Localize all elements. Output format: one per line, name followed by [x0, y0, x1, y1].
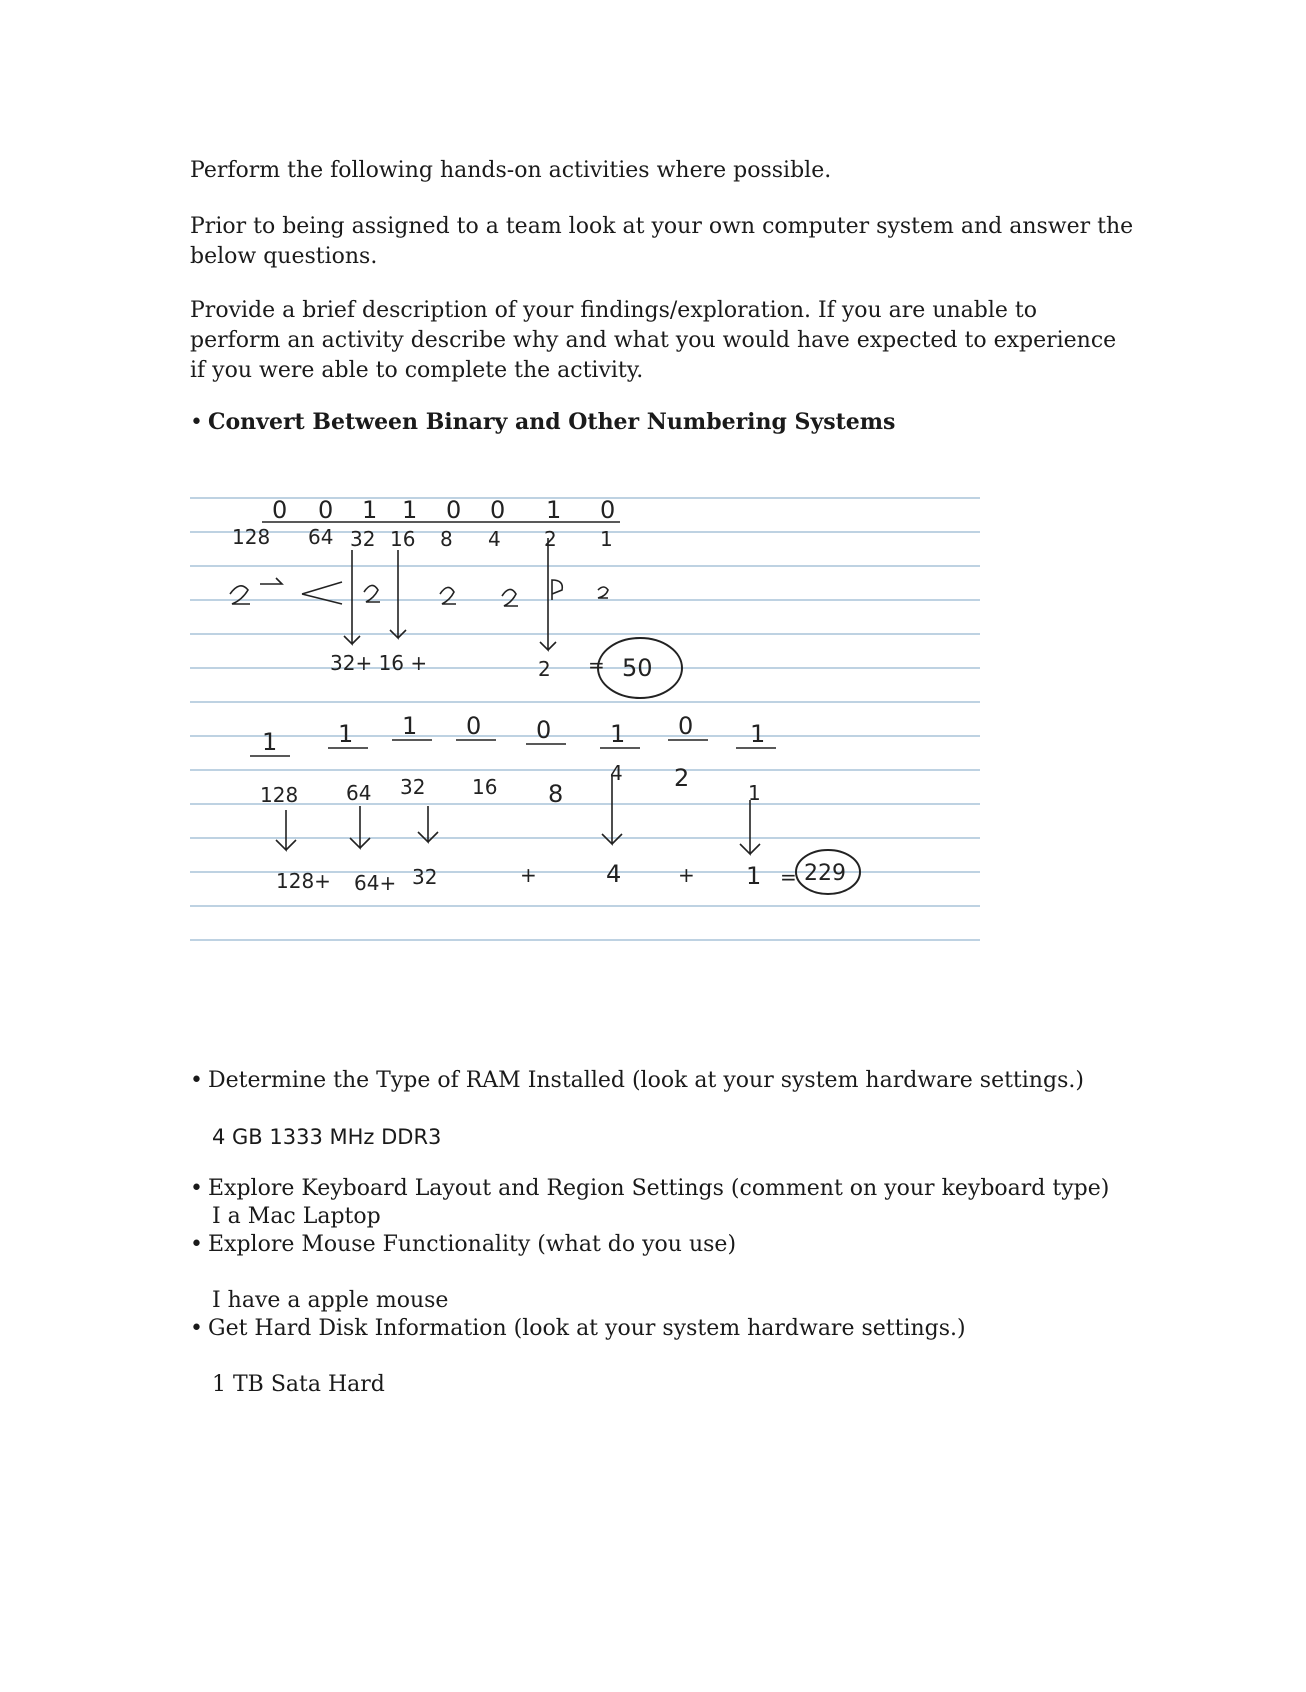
bullet-binary: [190, 407, 895, 438]
intro-line: Perform the following hands-on activities where possible.: [190, 158, 832, 183]
keyboard-answer: I a Mac Laptop: [212, 1204, 381, 1229]
row2-bits: [262, 712, 765, 756]
bit: 1: [402, 496, 418, 524]
row2-result: 229: [804, 861, 846, 886]
bullet-ram: [190, 1066, 1084, 1096]
bit: 0: [466, 712, 482, 740]
bit: 1: [610, 720, 626, 748]
binary-title: Convert Between Binary and Other Numbering Systems: [208, 409, 896, 435]
bit: 0: [446, 496, 462, 524]
row1-bits: [272, 496, 615, 524]
bit: 0: [272, 496, 288, 524]
sum-term: 1: [746, 862, 762, 890]
bit: 1: [262, 728, 278, 756]
place-value: 4: [488, 527, 501, 551]
place-value: 32: [400, 775, 426, 799]
place-value: 8: [548, 780, 564, 808]
place-value: 2: [674, 764, 690, 792]
intro-paragraph-description: Provide a brief description of your findings/exploration. If you are unable to perform an activity describe why and what you would have expected to experience if you were able to complete the activity.: [190, 298, 1117, 383]
place-value: 1: [600, 527, 613, 551]
keyboard-title: Explore Keyboard Layout and Region Settings (comment on your keyboard type): [208, 1176, 1110, 1201]
sum-terms: 32+ 16 +: [330, 651, 428, 675]
bit: 1: [546, 496, 562, 524]
ram-answer: 4 GB 1333 MHz DDR3: [212, 1125, 442, 1149]
mouse-answer: I have a apple mouse: [212, 1288, 449, 1313]
place-value: 2: [544, 527, 557, 551]
row2-places: [260, 761, 761, 808]
bullet-icon: •: [190, 1232, 203, 1257]
bullet-mouse: [190, 1230, 736, 1260]
intro-paragraph-team: Prior to being assigned to a team look at your own computer system and answer the below questions.: [190, 214, 1134, 269]
row1-places: [232, 525, 613, 551]
place-value: 32: [350, 527, 376, 551]
row1-result: 50: [622, 654, 653, 682]
bit: 1: [402, 712, 418, 740]
place-value: 64: [346, 781, 372, 805]
bit: 0: [600, 496, 616, 524]
sum-term: +: [520, 863, 537, 887]
equals-sign: =: [588, 653, 605, 677]
place-value: 1: [748, 781, 761, 805]
sum-term: 32: [412, 865, 438, 889]
bullet-icon: •: [190, 1316, 203, 1341]
sum-term: 128+: [276, 869, 331, 893]
bit: 1: [750, 720, 766, 748]
sum-term: 4: [606, 860, 622, 888]
place-value: 64: [308, 525, 334, 549]
disk-answer: 1 TB Sata Hard: [212, 1372, 385, 1397]
bit: 0: [490, 496, 506, 524]
mouse-title: Explore Mouse Functionality (what do you use): [208, 1232, 737, 1257]
bit: 1: [362, 496, 378, 524]
bullet-disk: [190, 1314, 966, 1344]
bit: 0: [678, 712, 694, 740]
disk-title: Get Hard Disk Information (look at your system hardware settings.): [208, 1316, 966, 1341]
place-value: 128: [260, 783, 299, 807]
place-value: 16: [472, 775, 498, 799]
place-value: 4: [610, 761, 623, 785]
bit: 0: [536, 716, 552, 744]
row1-sum: [330, 651, 653, 682]
sum-term: 64+: [354, 871, 397, 895]
sum-term: 2: [538, 657, 551, 681]
ram-title: Determine the Type of RAM Installed (look at your system hardware settings.): [208, 1068, 1084, 1093]
row2-sum: [276, 860, 846, 895]
bit: 0: [318, 496, 334, 524]
bullet-icon: •: [190, 410, 203, 435]
place-value: 128: [232, 525, 271, 549]
place-value: 16: [390, 527, 416, 551]
bullet-icon: •: [190, 1068, 203, 1093]
handwritten-binary-work: [190, 490, 980, 960]
equals-sign: =: [780, 865, 797, 889]
bit: 1: [338, 720, 354, 748]
place-value: 8: [440, 527, 453, 551]
bullet-icon: •: [190, 1176, 203, 1201]
sum-term: +: [678, 863, 695, 887]
bullet-keyboard: [190, 1174, 1109, 1204]
